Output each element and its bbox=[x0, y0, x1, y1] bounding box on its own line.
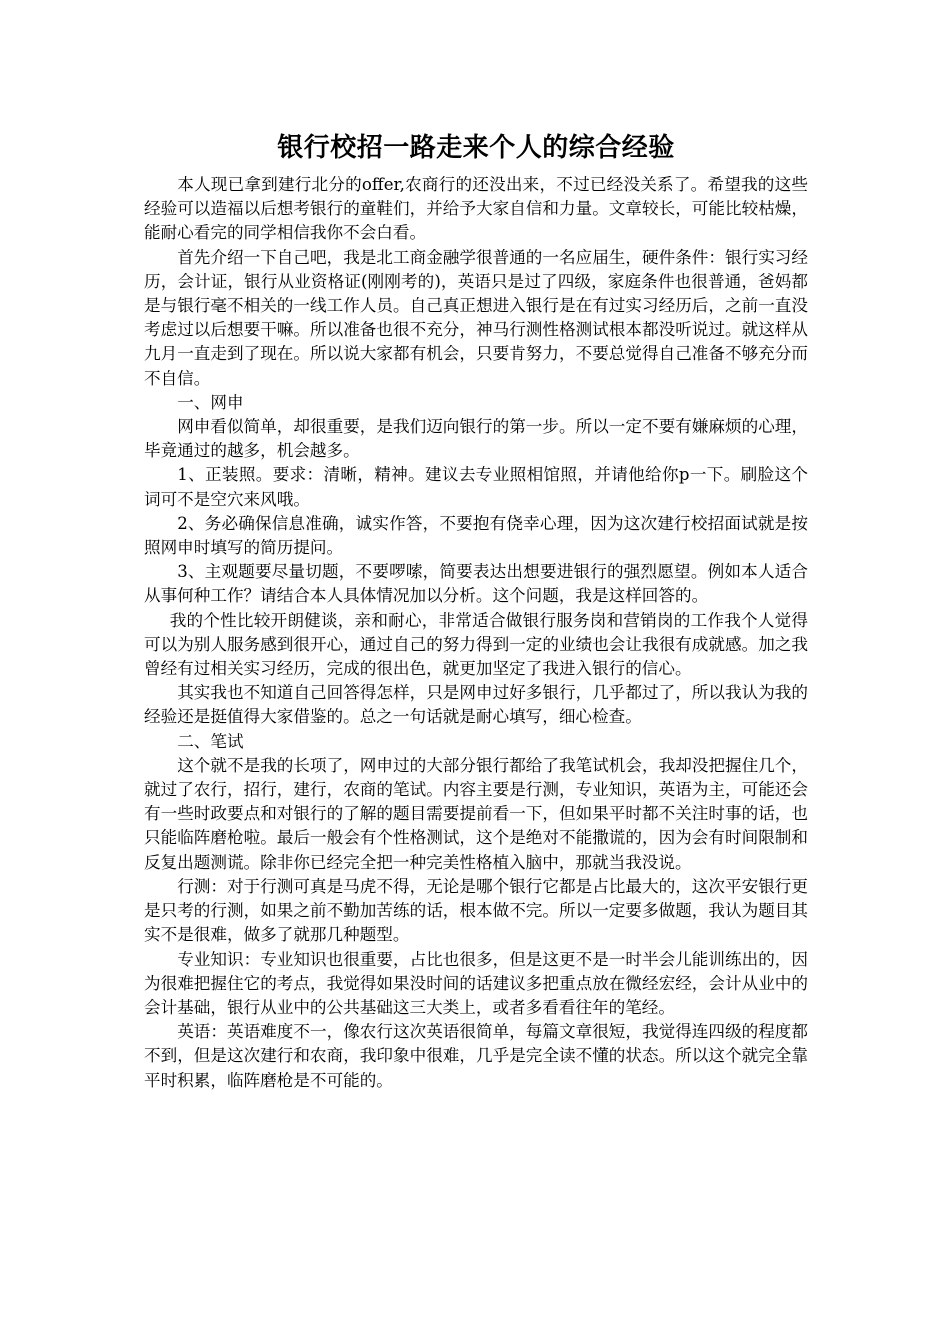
paragraph-english: 英语：英语难度不一，像农行这次英语很简单，每篇文章很短，我觉得连四级的程度都不到，但是这次建行和农商，我印象中很难，几乎是完全读不懂的状态。所以这个就完全靠平时积累，临阵磨枪是不可能的。 bbox=[144, 1022, 808, 1090]
paragraph-tip-accuracy: 2、务必确保信息准确，诚实作答，不要抱有侥幸心理，因为这次建行校招面试就是按照网申时填写的简历提问。 bbox=[144, 513, 808, 558]
paragraph-aptitude-test: 行测：对于行测可真是马虎不得，无论是哪个银行它都是占比最大的，这次平安银行更是只考的行测，如果之前不勤加苦练的话，根本做不完。所以一定要多做题，我认为题目其实不是很难，做多了就那几种题型。 bbox=[144, 876, 808, 945]
paragraph-self-introduction: 首先介绍一下自己吧，我是北工商金融学很普通的一名应届生，硬件条件：银行实习经历，会计证，银行从业资格证(刚刚考的)，英语只是过了四级，家庭条件也很普通，爸妈都是与银行毫不相关的一线工作人员。自己真正想进入银行是在有过实习经历后，之前一直没考虑过以后想要干嘛。所以准备也很不充分，神马行测性格测试根本都没听说过。就这样从九月一直走到了现在。所以说大家都有机会，只要肯努力，不要总觉得自己准备不够充分而不自信。 bbox=[144, 247, 808, 388]
paragraph-application-summary: 其实我也不知道自己回答得怎样，只是网申过好多银行，几乎都过了，所以我认为我的经验还是挺值得大家借鉴的。总之一句话就是耐心填写，细心检查。 bbox=[144, 683, 808, 727]
paragraph-professional-knowledge: 专业知识：专业知识也很重要，占比也很多，但是这更不是一时半会儿能训练出的，因为很难把握住它的考点，我觉得如果没时间的话建议多把重点放在微经宏经，会计从业中的会计基础，银行从业中的公共基础这三大类上，或者多看看往年的笔经。 bbox=[144, 949, 808, 1017]
paragraph-sample-answer: 我的个性比较开朗健谈，亲和耐心，非常适合做银行服务岗和营销岗的工作我个人觉得可以为别人服务感到很开心，通过自己的努力得到一定的业绩也会让我很有成就感。加之我曾经有过相关实习经历，完成的很出色，就更加坚定了我进入银行的信心。 bbox=[144, 610, 808, 679]
document-body bbox=[144, 126, 808, 1093]
paragraph-written-test: 这个就不是我的长项了，网申过的大部分银行都给了我笔试机会，我却没把握住几个，就过了农行，招行，建行，农商的笔试。内容主要是行测，专业知识，英语为主，可能还会有一些时政要点和对银行的了解的题目需要提前看一下，但如果平时都不关注时事的话，也只能临阵磨枪啦。最后一般会有个性格测试，这个是绝对不能撒谎的，因为会有时间限制和反复出题测谎。除非你已经完全把一种完美性格植入脑中，那就当我没说。 bbox=[144, 755, 808, 872]
paragraph-intro: 本人现已拿到建行北分的offer,农商行的还没出来，不过已经没关系了。希望我的这些经验可以造福以后想考银行的童鞋们，并给予大家自信和力量。文章较长，可能比较枯燥，能耐心看完的同学相信我你不会白看。 bbox=[144, 175, 808, 243]
document-title: 银行校招一路走来个人的综合经验 bbox=[277, 133, 675, 163]
section-heading-online-application: 一、网申 bbox=[177, 392, 244, 412]
paragraph-online-application: 网申看似简单，却很重要，是我们迈向银行的第一步。所以一定不要有嫌麻烦的心理，毕竟通过的越多，机会越多。 bbox=[144, 417, 808, 461]
paragraph-tip-subjective: 3、主观题要尽量切题，不要啰嗦，简要表达出想要进银行的强烈愿望。例如本人适合从事何种工作？请结合本人具体情况加以分析。这个问题，我是这样回答的。 bbox=[144, 562, 808, 606]
paragraph-tip-photo: 1、正装照。要求：清晰，精神。建议去专业照相馆照，并请他给你p一下。刷脸这个词可不是空穴来风哦。 bbox=[144, 465, 808, 509]
section-heading-written-test: 二、笔试 bbox=[177, 731, 244, 751]
